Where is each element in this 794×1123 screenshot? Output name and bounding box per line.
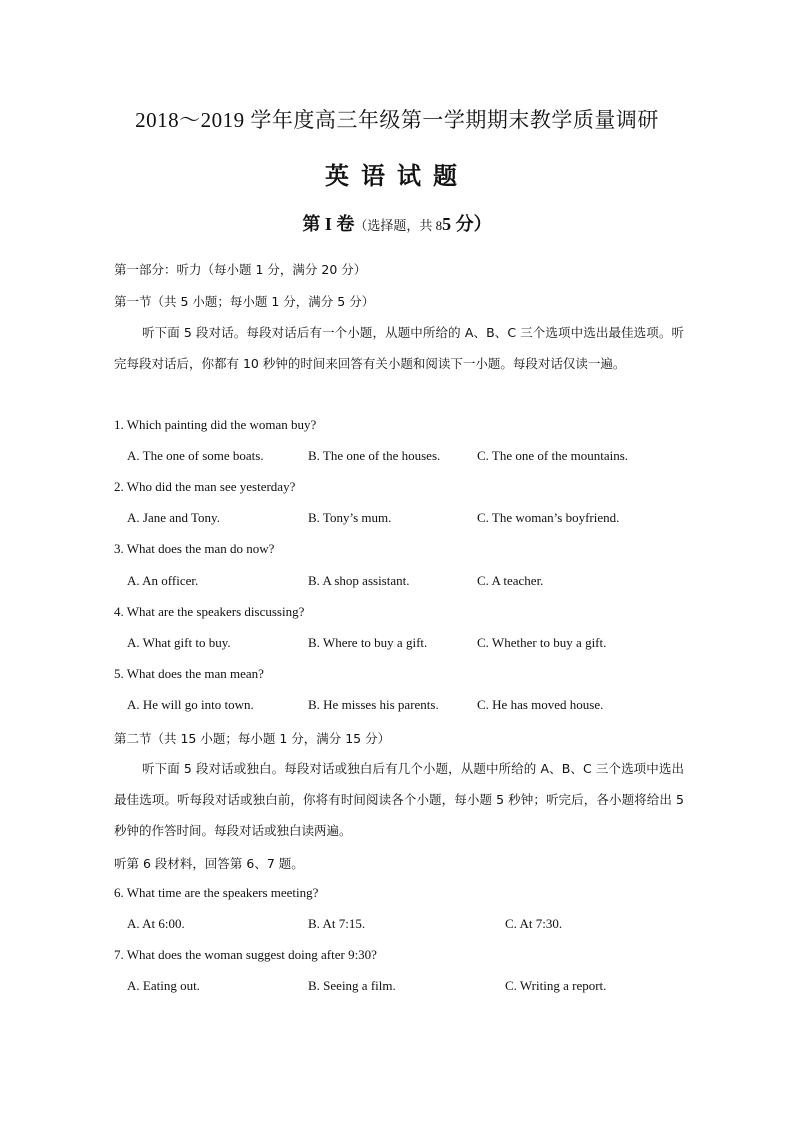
subject-title: 英语试题 [325,164,469,190]
q2-option-b: B. Tony’s mum. [308,510,392,525]
volume-note: （选择题，共 8 [354,218,443,233]
question-6: 6. What time are the speakers meeting? [114,885,319,900]
exam-title: 2018～2019 学年度高三年级第一学期期末教学质量调研 [135,108,659,132]
q2-option-c: C. The woman’s boyfriend. [477,510,620,525]
volume-title [0,210,794,236]
question-7: 7. What does the woman suggest doing after 9:30? [114,947,377,962]
q4-option-a: A. What gift to buy. [127,635,231,650]
q4-option-b: B. Where to buy a gift. [308,635,428,650]
q1-option-b: B. The one of the houses. [308,448,441,463]
section2-material-note: 听第 6 段材料，回答第 6、7 题。 [114,856,304,871]
q6-option-b: B. At 7:15. [308,916,366,931]
q5-option-c: C. He has moved house. [477,697,604,712]
q5-option-a: A. He will go into town. [127,697,254,712]
q6-option-a: A. At 6:00. [127,916,185,931]
section2-heading: 第二节（共 15 小题；每小题 1 分，满分 15 分） [114,731,391,746]
q3-option-c: C. A teacher. [477,573,544,588]
section1-instructions: 听下面 5 段对话。每段对话后有一个小题，从题中所给的 A、B、C 三个选项中选出最佳选项。听完每段对话后，你都有 10 秒钟的时间来回答有关小题和阅读下一小题。每段对话仅读一遍。 [114,325,684,371]
question-5: 5. What does the man mean? [114,666,264,681]
q1-option-a: A. The one of some boats. [127,448,264,463]
q5-option-b: B. He misses his parents. [308,697,439,712]
q7-option-c: C. Writing a report. [505,978,607,993]
q3-option-a: A. An officer. [127,573,199,588]
volume-score: 5 分） [442,214,492,234]
section1-heading: 第一节（共 5 小题；每小题 1 分，满分 5 分） [114,294,375,309]
part1-heading: 第一部分：听力（每小题 1 分，满分 20 分） [114,262,367,277]
q4-option-c: C. Whether to buy a gift. [477,635,607,650]
q7-option-a: A. Eating out. [127,978,200,993]
question-1: 1. Which painting did the woman buy? [114,417,317,432]
question-3: 3. What does the man do now? [114,541,275,556]
question-4: 4. What are the speakers discussing? [114,604,305,619]
q6-option-c: C. At 7:30. [505,916,563,931]
q3-option-b: B. A shop assistant. [308,573,410,588]
question-2: 2. Who did the man see yesterday? [114,479,296,494]
section2-instructions: 听下面 5 段对话或独白。每段对话或独白后有几个小题，从题中所给的 A、B、C 三个选项中选出最佳选项。听每段对话或独白前，你将有时间阅读各个小题，每小题 5 秒钟；听完后，各小题将给出 5 秒钟的作答时间。每段对话或独白读两遍。 [114,761,684,838]
q1-option-c: C. The one of the mountains. [477,448,629,463]
q7-option-b: B. Seeing a film. [308,978,396,993]
q2-option-a: A. Jane and Tony. [127,510,220,525]
volume-main: 第 I 卷 [302,214,355,234]
